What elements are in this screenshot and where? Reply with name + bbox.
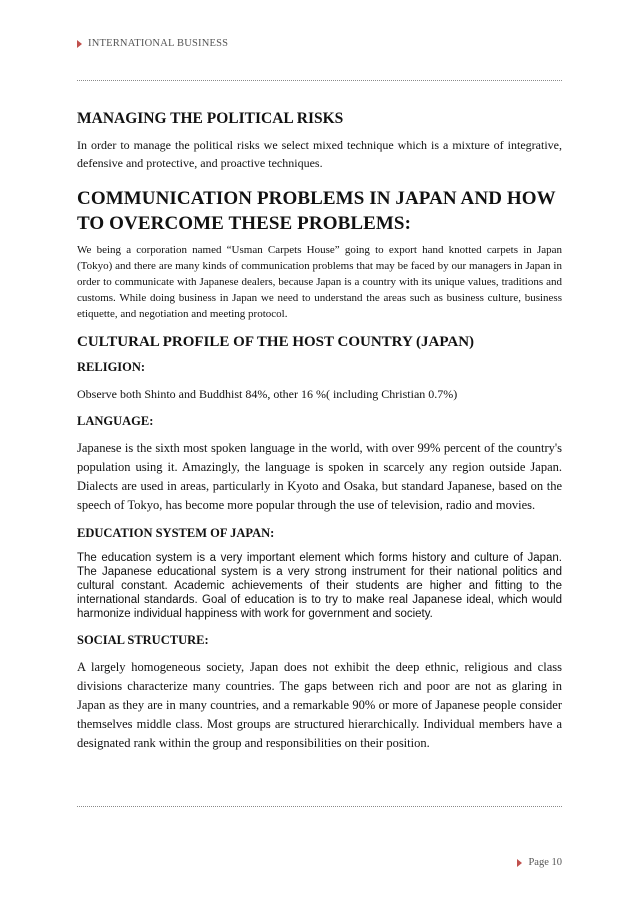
paragraph-language: Japanese is the sixth most spoken language in the world, with over 99% percent of the country's population using it. Amazingly, the language is spoken in scarcely any region outside Japan. Dialects are used in areas, particularly in Kyoto and Osaka, but standard Japanese, based on the speech of Tokyo, has become more popular through the use of television, radio and movies. bbox=[77, 441, 562, 512]
page-body bbox=[77, 98, 562, 753]
paragraph-religion: Observe both Shinto and Buddhist 84%, other 16 %( including Christian 0.7%) bbox=[77, 387, 458, 401]
page-footer bbox=[517, 857, 562, 868]
heading-language: LANGUAGE: bbox=[77, 414, 154, 428]
heading-cultural-profile: CULTURAL PROFILE OF THE HOST COUNTRY (JAPAN) bbox=[77, 334, 475, 350]
heading-communication: COMMUNICATION PROBLEMS IN JAPAN AND HOW TO OVERCOME THESE PROBLEMS: bbox=[77, 188, 556, 234]
page-number: Page 10 bbox=[528, 857, 562, 868]
paragraph-political-risks: In order to manage the political risks we select mixed technique which is a mixture of integrative, defensive and protective, and proactive techniques. bbox=[77, 138, 562, 170]
paragraph-education: The education system is a very important element which forms history and culture of Japan. The Japanese educational system is a very strong instrument for their national politics and cultural constant. Academic achievements of their students are higher and fitting to the international standards. Goal of education is to try to make real Japanese ideal, which would harmonize individual happiness with work for government and society. bbox=[77, 552, 562, 620]
heading-education: EDUCATION SYSTEM OF JAPAN: bbox=[77, 526, 275, 540]
caret-right-icon bbox=[517, 859, 522, 867]
footer-divider bbox=[77, 806, 562, 807]
paragraph-communication: We being a corporation named “Usman Carpets House” going to export hand knotted carpets in Japan (Tokyo) and there are many kinds of communication problems that may be faced by our managers in Japan in order to communicate with Japanese dealers, because Japan is a country with its unique values, traditions and customs. While doing business in Japan we need to understand the areas such as business culture, business etiquette, and negotiation and meeting protocol. bbox=[77, 244, 562, 320]
header-title: INTERNATIONAL BUSINESS bbox=[88, 38, 229, 49]
running-header bbox=[77, 38, 228, 49]
caret-right-icon bbox=[77, 40, 82, 48]
paragraph-social-structure: A largely homogeneous society, Japan does not exhibit the deep ethnic, religious and class divisions characterize many countries. The gaps between rich and poor are not as glaring in Japan as they are in many countries, and a remarkable 90% or more of Japanese people consider themselves middle class. Most groups are structured hierarchically. Individual members have a designated rank within the group and responsibilities on their position. bbox=[77, 660, 562, 750]
heading-political-risks: MANAGING THE POLITICAL RISKS bbox=[77, 110, 344, 127]
heading-social-structure: SOCIAL STRUCTURE: bbox=[77, 633, 209, 647]
heading-religion: RELIGION: bbox=[77, 360, 146, 374]
header-divider bbox=[77, 80, 562, 81]
